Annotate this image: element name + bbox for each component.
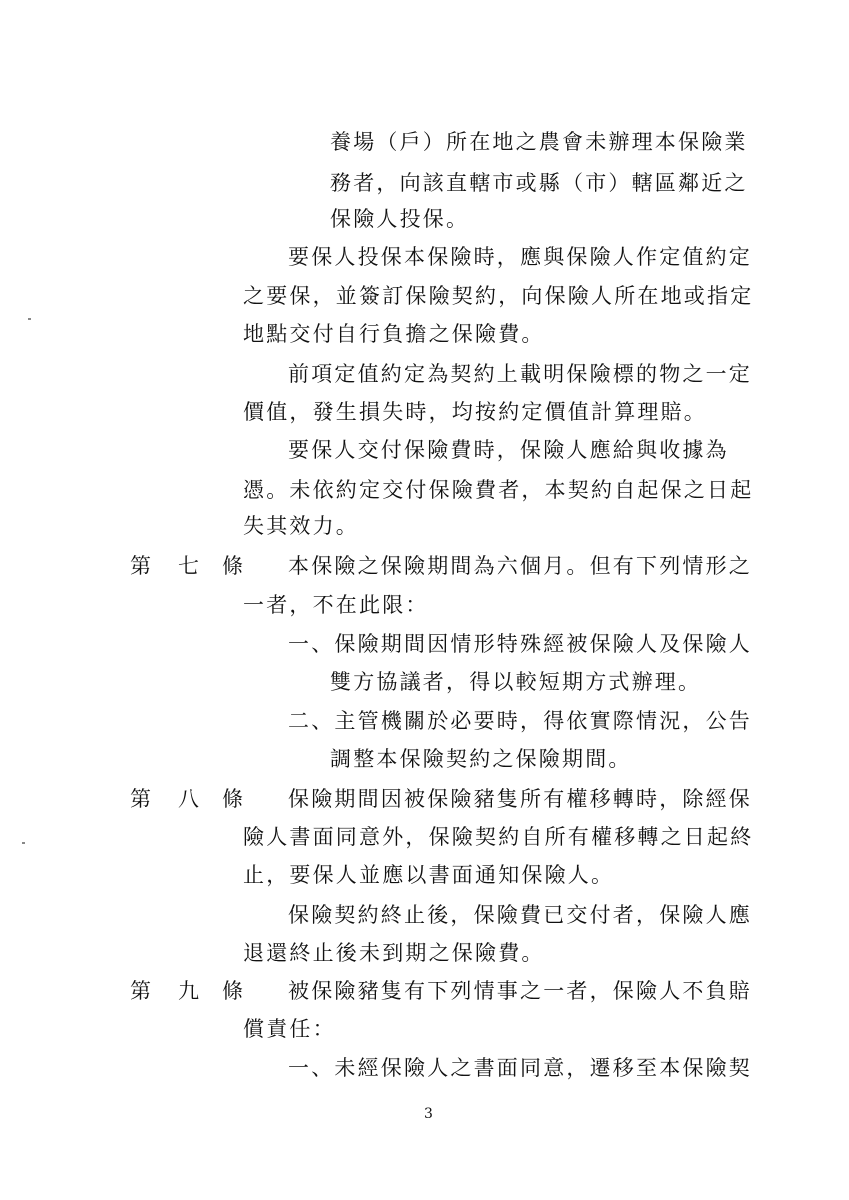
text-line: 保險期間因被保險豬隻所有權移轉時，除經保 <box>288 787 752 811</box>
article-label: 條 <box>222 787 243 811</box>
text-line: 地點交付自行負擔之保險費。 <box>243 322 545 346</box>
text-line: 調整本保險契約之保險期間。 <box>330 747 632 771</box>
text-line: 要保人交付保險費時，保險人應給與收據為 <box>288 438 729 462</box>
text-line: 憑。未依約定交付保險費者，本契約自起保之日起 <box>243 478 754 502</box>
text-line: 一者，不在此限： <box>243 593 429 617</box>
article-label: 第 <box>130 979 151 1003</box>
text-line: 保險契約終止後，保險費已交付者，保險人應 <box>288 903 752 927</box>
page-number: 3 <box>424 1106 433 1122</box>
text-line: 退還終止後未到期之保險費。 <box>243 941 545 965</box>
text-line: 養場（戶）所在地之農會未辦理本保險業 <box>330 130 748 154</box>
text-line: 被保險豬隻有下列情事之一者，保險人不負賠 <box>288 979 752 1003</box>
article-number: 九 <box>178 979 199 1003</box>
text-line: 務者，向該直轄市或縣（市）轄區鄰近之 <box>330 171 748 195</box>
text-line: 要保人投保本保險時，應與保險人作定值約定 <box>288 245 752 269</box>
scan-speck <box>28 318 31 320</box>
text-line: 保險人投保。 <box>330 207 470 231</box>
article-number: 八 <box>178 787 199 811</box>
text-line: 止，要保人並應以書面通知保險人。 <box>243 863 615 887</box>
text-line: 一、保險期間因情形特殊經被保險人及保險人 <box>288 632 752 656</box>
article-label: 條 <box>222 554 243 578</box>
text-line: 二、主管機關於必要時，得依實際情況，公告 <box>288 709 752 733</box>
text-line: 償責任： <box>243 1017 336 1041</box>
article-label: 第 <box>130 787 151 811</box>
text-line: 險人書面同意外，保險契約自所有權移轉之日起終 <box>243 825 754 849</box>
text-line: 失其效力。 <box>243 514 359 538</box>
scan-speck <box>22 842 25 844</box>
article-label: 條 <box>222 979 243 1003</box>
text-line: 一、未經保險人之書面同意，遷移至本保險契 <box>288 1056 752 1080</box>
text-line: 之要保，並簽訂保險契約，向保險人所在地或指定 <box>243 284 754 308</box>
text-line: 價值，發生損失時，均按約定價值計算理賠。 <box>243 400 707 424</box>
article-label: 第 <box>130 554 151 578</box>
article-number: 七 <box>178 554 199 578</box>
text-line: 雙方協議者，得以較短期方式辦理。 <box>330 670 702 694</box>
text-line: 前項定值約定為契約上載明保險標的物之一定 <box>288 362 752 386</box>
text-line: 本保險之保險期間為六個月。但有下列情形之 <box>288 554 752 578</box>
